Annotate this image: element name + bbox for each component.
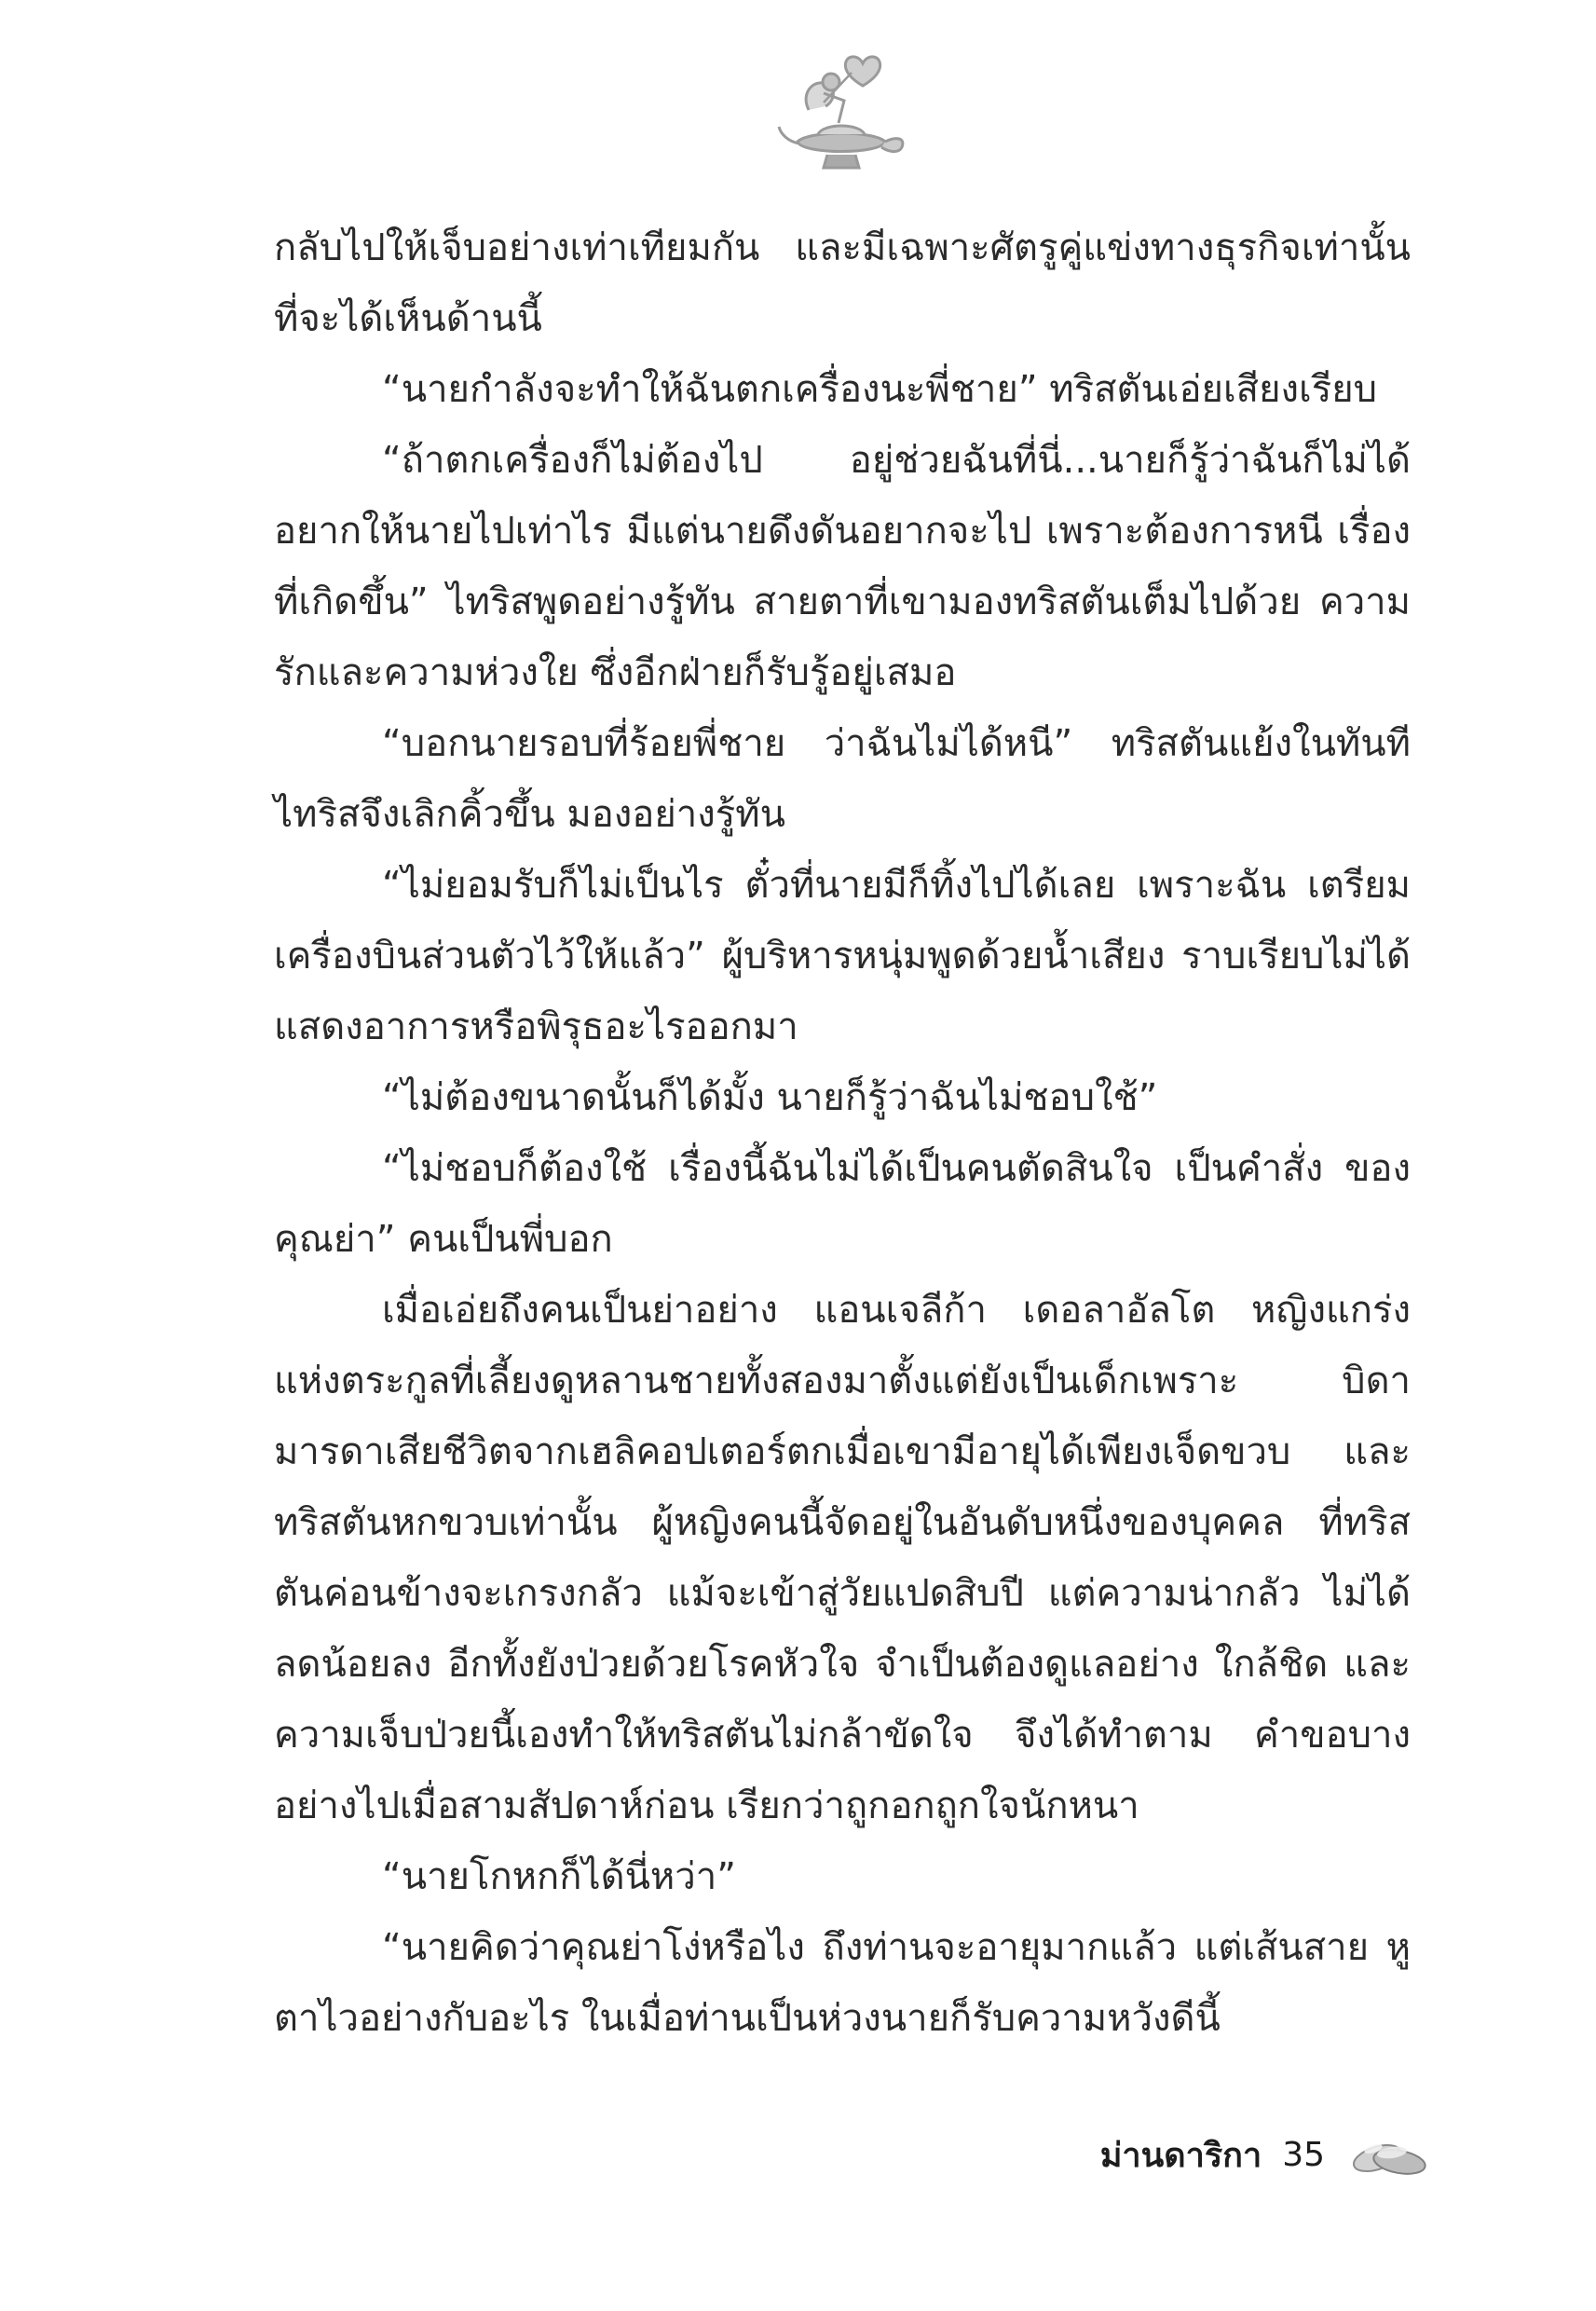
paragraph: “บอกนายรอบที่ร้อยพี่ชาย ว่าฉันไม่ได้หนี” ทริสตันแย้งในทันที ไทริสจึงเลิกคิ้วขึ้น มองอย่างรู้ทัน	[274, 722, 1411, 836]
silver-pebbles-icon	[1345, 2128, 1435, 2181]
body-text	[274, 212, 1411, 2054]
paragraph: “ถ้าตกเครื่องก็ไม่ต้องไป อยู่ช่วยฉันที่นี่...นายก็รู้ว่าฉันก็ไม่ได้ อยากให้นายไปเท่าไร มีแต่นายดึงดันอยากจะไป เพราะต้องการหนี เรื่องที่เกิดขึ้น” ไทริสพูดอย่างรู้ทัน สายตาที่เขามองทริสตันเต็มไปด้วย ความรักและความห่วงใย ซึ่งอีกฝ่ายก็รับรู้อยู่เสมอ	[274, 439, 1411, 694]
page-number: 35	[1282, 2135, 1325, 2174]
paragraph: “นายโกหกก็ได้นี่หว่า”	[382, 1855, 736, 1898]
book-title: ม่านดาริกา	[1099, 2136, 1262, 2175]
paragraph: “นายคิดว่าคุณย่าโง่หรือไง ถึงท่านจะอายุมากแล้ว แต่เส้นสาย หูตาไวอย่างกับอะไร ในเมื่อท่านเป็นห่วงนายก็รับความหวังดีนี้	[274, 1926, 1411, 2040]
page-footer	[969, 2117, 1435, 2192]
paragraph: “ไม่ยอมรับก็ไม่เป็นไร ตั๋วที่นายมีก็ทิ้งไปได้เลย เพราะฉัน เตรียมเครื่องบินส่วนตัวไว้ให้แล้ว” ผู้บริหารหนุ่มพูดด้วยน้ำเสียง ราบเรียบไม่ได้แสดงอาการหรือพิรุธอะไรออกมา	[274, 864, 1411, 1048]
paragraph: กลับไปให้เจ็บอย่างเท่าเทียมกัน และมีเฉพาะศัตรูคู่แข่งทางธุรกิจเท่านั้น ที่จะได้เห็นด้านนี้	[274, 226, 1411, 340]
paragraph: “นายกำลังจะทำให้ฉันตกเครื่องนะพี่ชาย” ทริสตันเอ่ยเสียงเรียบ	[382, 368, 1378, 411]
paragraph: เมื่อเอ่ยถึงคนเป็นย่าอย่าง แอนเจลีก้า เดอลาอัลโต หญิงแกร่ง แห่งตระกูลที่เลี้ยงดูหลานชายทั้งสองมาตั้งแต่ยังเป็นเด็กเพราะ บิดามารดาเสียชีวิตจากเฮลิคอปเตอร์ตกเมื่อเขามีอายุได้เพียงเจ็ดขวบ และทริสตันหกขวบเท่านั้น ผู้หญิงคนนี้จัดอยู่ในอันดับหนึ่งของบุคคล ที่ทริสตันค่อนข้างจะเกรงกลัว แม้จะเข้าสู่วัยแปดสิบปี แต่ความน่ากลัว ไม่ได้ลดน้อยลง อีกทั้งยังป่วยด้วยโรคหัวใจ จำเป็นต้องดูแลอย่าง ใกล้ชิด และความเจ็บป่วยนี้เองทำให้ทริสตันไม่กล้าขัดใจ จึงได้ทำตาม คำขอบางอย่างไปเมื่อสามสัปดาห์ก่อน เรียกว่าถูกอกถูกใจนักหนา	[274, 1289, 1411, 1827]
paragraph: “ไม่ต้องขนาดนั้นก็ได้มั้ง นายก็รู้ว่าฉันไม่ชอบใช้”	[382, 1076, 1158, 1119]
paragraph: “ไม่ชอบก็ต้องใช้ เรื่องนี้ฉันไม่ได้เป็นคนตัดสินใจ เป็นคำสั่ง ของคุณย่า” คนเป็นพี่บอก	[274, 1147, 1411, 1261]
cupid-magic-lamp-icon	[771, 45, 911, 185]
